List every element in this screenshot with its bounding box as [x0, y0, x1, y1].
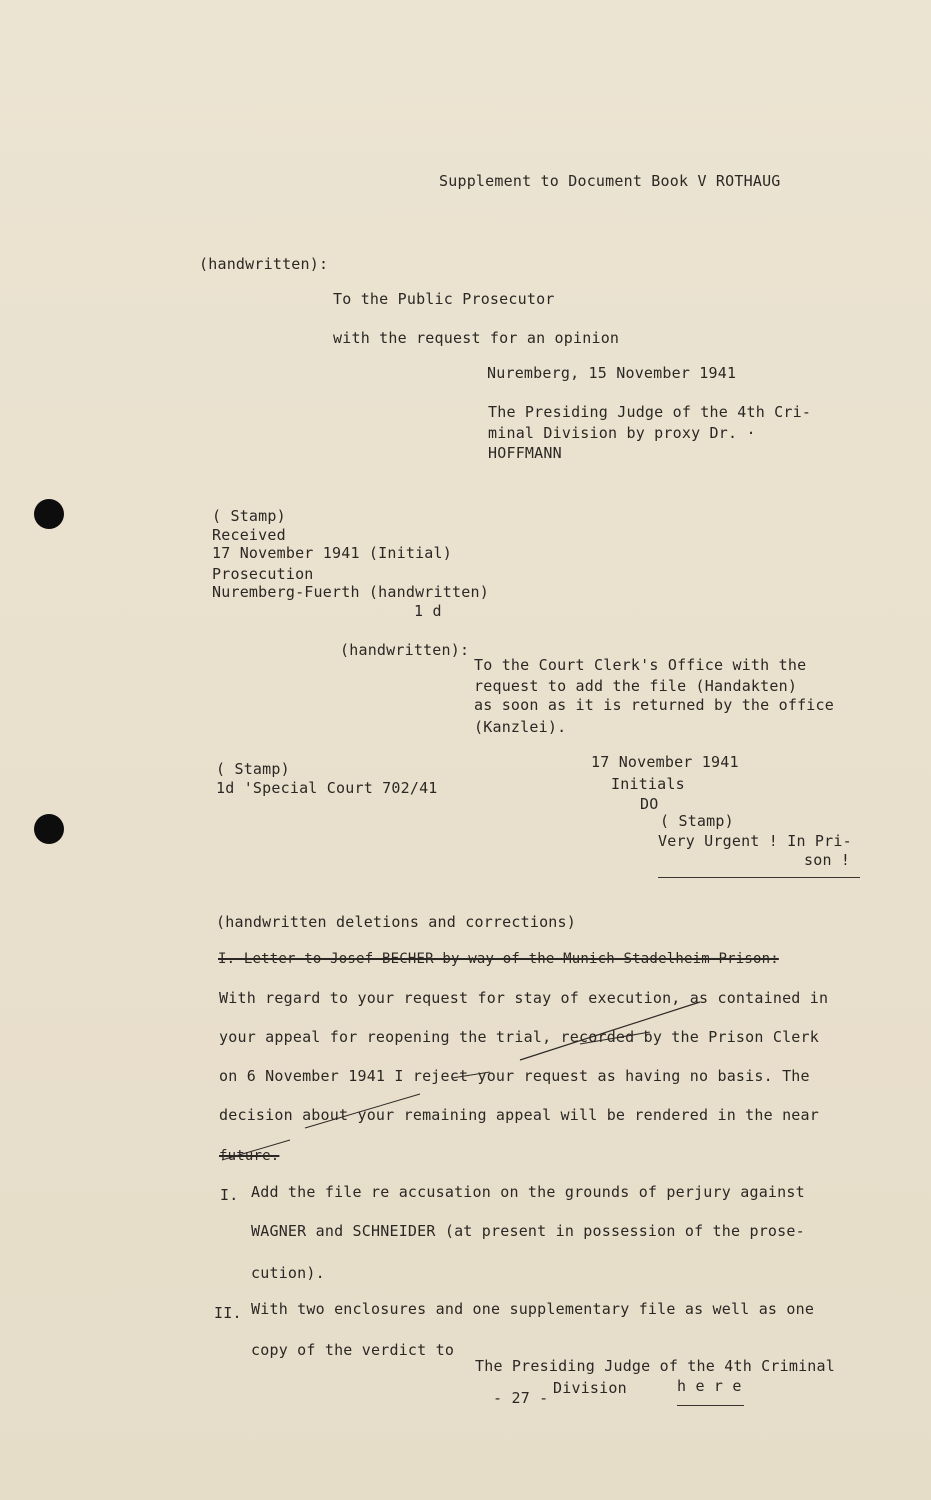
date-initials-line: DO: [640, 795, 659, 813]
correction-body-line: With regard to your request for stay of execution, as contained in: [219, 989, 829, 1007]
date-initials-line: 17 November 1941: [591, 753, 739, 771]
punch-hole-bottom: [34, 814, 64, 844]
note1-request: with the request for an opinion: [333, 329, 620, 347]
correction-body-line: your appeal for reopening the trial, recorded by the Prison Clerk: [219, 1028, 819, 1046]
stamp3-line: Very Urgent ! In Pri-: [658, 832, 852, 850]
stamp1-line: 17 November 1941 (Initial): [212, 544, 452, 562]
note1-signature-line: HOFFMANN: [488, 444, 562, 462]
punch-hole-top: [34, 499, 64, 529]
stamp3-line: ( Stamp): [660, 812, 734, 830]
item-number: I.: [220, 1186, 239, 1204]
correction-body-line: on 6 November 1941 I reject your request as having no basis. The: [219, 1067, 810, 1085]
note2-line: To the Court Clerk's Office with the: [474, 656, 807, 674]
stamp2-line: ( Stamp): [216, 760, 290, 778]
note2-line: request to add the file (Handakten): [474, 677, 798, 695]
stamp1-line: ( Stamp): [212, 507, 286, 525]
date-initials-line: Initials: [611, 775, 685, 793]
here-underline: [677, 1405, 744, 1406]
item-line: Add the file re accusation on the grounds of perjury against: [251, 1183, 805, 1201]
stamp1-line: Nuremberg-Fuerth (handwritten): [212, 583, 489, 601]
note2-line: (Kanzlei).: [474, 718, 567, 736]
document-header: Supplement to Document Book V ROTHAUG: [439, 172, 781, 190]
stamp1-line: Prosecution: [212, 565, 314, 583]
item-number: II.: [214, 1304, 242, 1322]
addressee-line: The Presiding Judge of the 4th Criminal: [475, 1357, 835, 1375]
correction-body-line: decision about your remaining appeal will be rendered in the near: [219, 1106, 819, 1124]
note1-signature-line: minal Division by proxy Dr. ·: [488, 424, 756, 442]
stamp3-line: son !: [804, 851, 851, 869]
note2-line: as soon as it is returned by the office: [474, 696, 834, 714]
addressee-line: Division: [553, 1379, 627, 1397]
item-line: WAGNER and SCHNEIDER (at present in possession of the prose-: [251, 1222, 805, 1240]
item-line: copy of the verdict to: [251, 1341, 455, 1359]
note1-signature-line: The Presiding Judge of the 4th Cri-: [488, 403, 812, 421]
stamp1-line: 1 d: [414, 602, 442, 620]
correction-body-line: future.: [219, 1148, 280, 1164]
page-number: - 27 -: [493, 1389, 549, 1407]
item-line: With two enclosures and one supplementary file as well as one: [251, 1300, 815, 1318]
note1-recipient: To the Public Prosecutor: [333, 290, 555, 308]
addressee-here: h e r e: [677, 1377, 742, 1395]
note1-place-date: Nuremberg, 15 November 1941: [487, 364, 737, 382]
corrections-heading: (handwritten deletions and corrections): [216, 913, 576, 931]
handwritten-label-2: (handwritten):: [340, 641, 470, 659]
item-line: cution).: [251, 1264, 325, 1282]
stamp2-line: 1d 'Special Court 702/41: [216, 779, 438, 797]
stamp-divider: [658, 877, 860, 878]
stamp1-line: Received: [212, 526, 286, 544]
struck-through-line: I. Letter to Josef BECHER by way of the Munich-Stadelheim-Prison:: [218, 951, 779, 967]
handwritten-label-1: (handwritten):: [199, 255, 329, 273]
